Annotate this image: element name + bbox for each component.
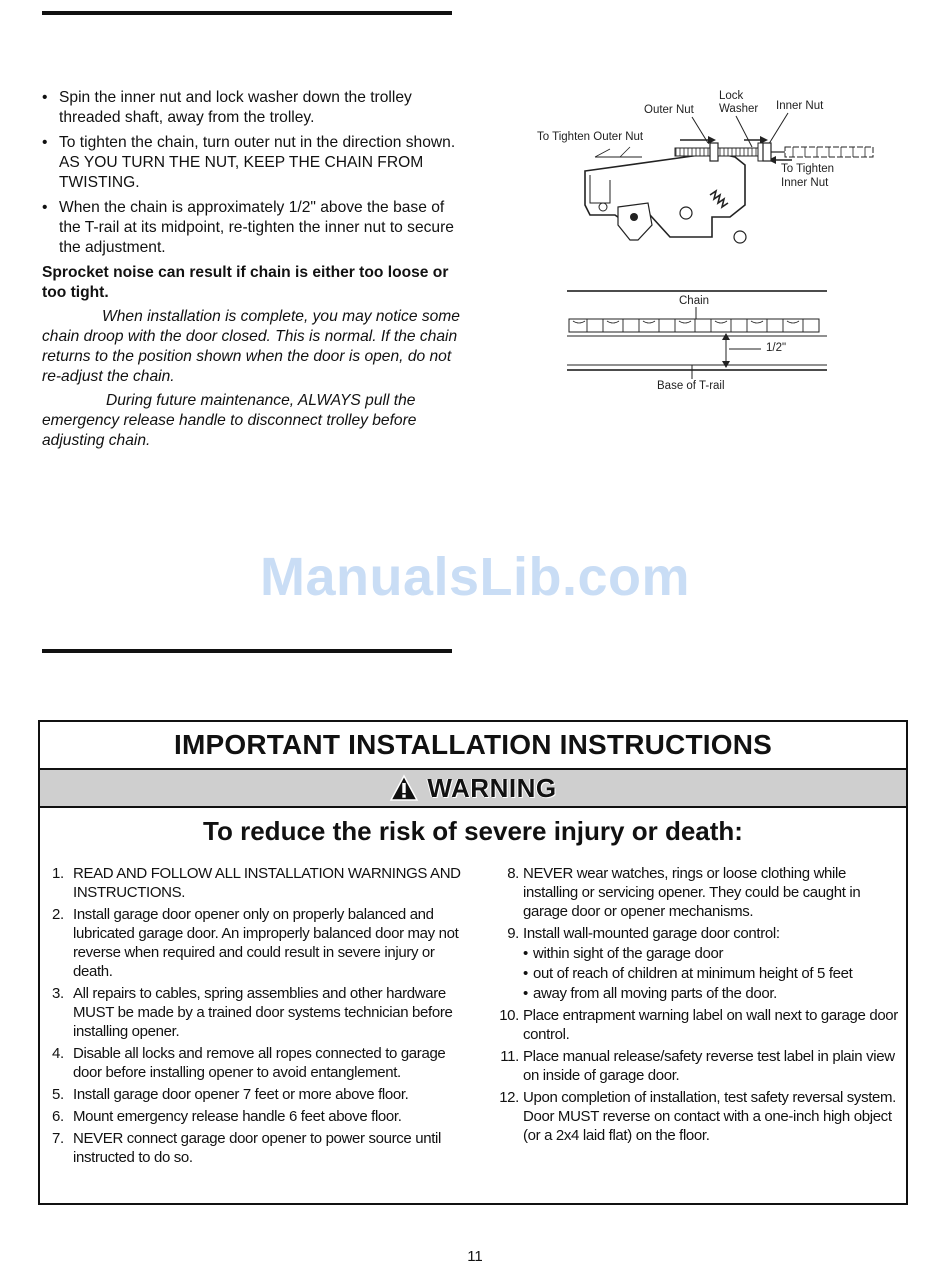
sprocket-note: Sprocket noise can result if chain is either too loose or too tight. <box>42 264 449 301</box>
watermark: ManualsLib.com <box>259 547 691 607</box>
label-chain: Chain <box>679 295 710 307</box>
instruction-item-1: 1. READ AND FOLLOW ALL INSTALLATION WARNINGS AND INSTRUCTIONS. <box>52 865 461 901</box>
top-rule <box>42 11 452 15</box>
label-tighten-inner-2: Inner Nut <box>781 177 829 189</box>
sub-item: • within sight of the garage door <box>523 944 902 963</box>
instruction-item-7: 7. NEVER connect garage door opener to power source until instructed to do so. <box>52 1130 441 1166</box>
label-base-trail: Base of T-rail <box>657 380 725 392</box>
bullet-item: • To tighten the chain, turn outer nut in the direction shown. AS YOU TURN THE NUT, KEEP THE CHAIN FROM TWISTING. <box>42 133 460 193</box>
risk-subtitle: To reduce the risk of severe injury or death: <box>203 816 743 846</box>
label-half-inch: 1/2" <box>766 342 787 354</box>
instruction-item-4: 4. Disable all locks and remove all ropes connected to garage door before installing opener to avoid entanglement. <box>52 1045 446 1081</box>
label-inner-nut: Inner Nut <box>776 100 824 112</box>
trolley-diagram <box>530 85 880 250</box>
instructions-left-column <box>52 864 472 1170</box>
warning-triangle-icon <box>389 774 419 802</box>
instruction-item-6: 6. Mount emergency release handle 6 feet above floor. <box>52 1108 402 1125</box>
label-tighten-outer: To Tighten Outer Nut <box>537 131 644 143</box>
note-maintenance: During future maintenance, ALWAYS pull the emergency release handle to disconnect trolley before adjusting chain. <box>42 392 417 449</box>
sub-item: • away from all moving parts of the door. <box>523 984 902 1003</box>
warning-band <box>40 770 906 808</box>
instruction-item-5: 5. Install garage door opener 7 feet or more above floor. <box>52 1086 409 1103</box>
adjustment-steps <box>42 88 460 451</box>
sub-item: • out of reach of children at minimum height of 5 feet <box>523 964 902 983</box>
instructions-right-column <box>492 864 902 1148</box>
instruction-item-2: 2. Install garage door opener only on properly balanced and lubricated garage door. An improperly balanced door may not reverse when required and could result in severe injury or death. <box>52 906 459 980</box>
label-tighten-inner-1: To Tighten <box>781 163 835 175</box>
chain-height-diagram <box>565 288 830 398</box>
important-instructions-box <box>38 720 908 1205</box>
instruction-item-9: 9. Install wall-mounted garage door control: • within sight of the garage door • out of reach of children at minimum height of 5 feet • away from all moving parts of the door. <box>492 924 902 1003</box>
instruction-item-8: 8. NEVER wear watches, rings or loose clothing while installing or servicing opener. They could be caught in garage door or opener mechanisms. <box>507 865 861 920</box>
label-lock: Lock <box>719 90 744 102</box>
control-placement-list <box>523 944 902 1003</box>
instruction-item-3: 3. All repairs to cables, spring assemblies and other hardware MUST be made by a trained door systems technician before installing opener. <box>52 985 453 1040</box>
label-washer: Washer <box>719 103 759 115</box>
instruction-item-11: 11. Place manual release/safety reverse test label in plain view on inside of garage door. <box>500 1048 895 1084</box>
label-outer-nut: Outer Nut <box>644 104 694 116</box>
bullet-item: • Spin the inner nut and lock washer down the trolley threaded shaft, away from the trolley. <box>42 88 460 128</box>
note-chain-droop: When installation is complete, you may notice some chain droop with the door closed. This is normal. If the chain returns to the position shown when the door is open, do not re-adjust the chain. <box>42 308 460 385</box>
instruction-item-10: 10. Place entrapment warning label on wall next to garage door control. <box>499 1007 898 1043</box>
page-number: 11 <box>467 1248 483 1265</box>
mid-rule <box>42 649 452 653</box>
instructions-title: IMPORTANT INSTALLATION INSTRUCTIONS <box>40 722 906 770</box>
warning-word: WARNING <box>427 772 557 803</box>
instruction-item-12: 12. Upon completion of installation, test safety reversal system. Door MUST reverse on contact with a one-inch high object (or a 2x4 laid flat) on the floor. <box>499 1089 896 1144</box>
bullet-item: • When the chain is approximately 1/2" above the base of the T-rail at its midpoint, re-tighten the inner nut to secure the adjustment. <box>42 198 460 258</box>
